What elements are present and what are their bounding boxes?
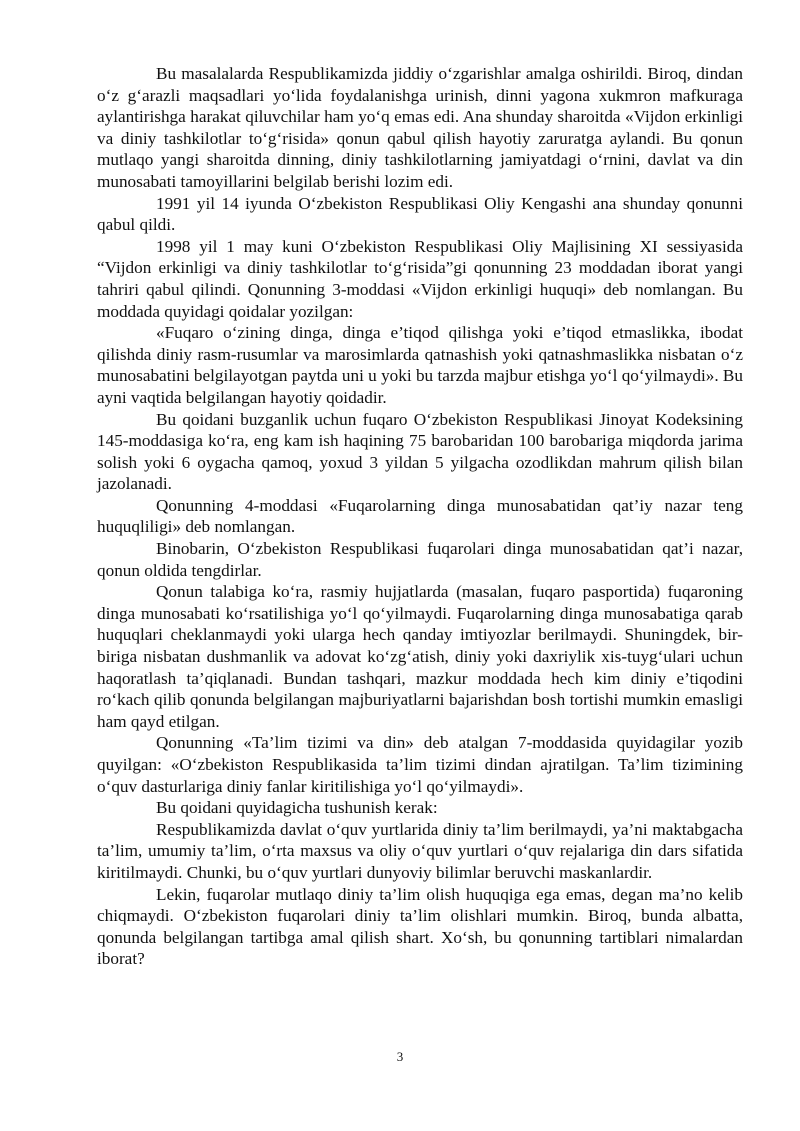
- paragraph-4: «Fuqaro o‘zining dinga, dinga e’tiqod qilishga yoki e’tiqod etmaslikka, ibodat qilishda diniy rasm-rusumlar va marosimlarda qatnashish yoki qatnashmaslikka nisbatan o‘z munosabatini belgilayotgan paytda uni u yoki bu tarzda majbur etishga yo‘l qo‘yilmaydi». Bu ayni vaqtida belgilangan hayotiy qoidadir.: [97, 323, 743, 407]
- paragraph-10: Bu qoidani quyidagicha tushunish kerak:: [156, 798, 438, 818]
- paragraph-8: Qonun talabiga ko‘ra, rasmiy hujjatlarda (masalan, fuqaro pasportida) fuqaroning dinga munosabati ko‘rsatilishiga yo‘l qo‘yilmaydi. Fuqarolarning dinga munosabatiga qarab huquqlari cheklanmaydi yoki ularga hech qanday imtiyozlar berilmaydi. Shuningdek, bir-biriga nisbatan dushmanlik va adovat ko‘zg‘atish, diniy yoki daxriylik xis-tuyg‘ulari uchun haqoratlash ta’qiqlanadi. Bundan tashqari, mazkur moddada hech kim diniy e’tiqodini ro‘kach qilib qonunda belgilangan majburiyatlarni bajarishdan bosh tortishi mumkin emasligi ham qayd etilgan.: [97, 582, 743, 731]
- paragraph-1: Bu masalalarda Respublikamizda jiddiy o‘zgarishlar amalga oshirildi. Biroq, dindan o‘z g‘arazli maqsadlari yo‘lida foydalanishga urinish, dinni yagona xukmron mafkuraga aylantirishga harakat qiluvchilar ham yo‘q emas edi. Ana shunday sharoitda «Vijdon erkinligi va diniy tashkilotlar to‘g‘risida» qonun qabul qilish hayotiy zaruratga aylandi. Bu qonun mutlaqo yangi sharoitda dinning, diniy tashkilotlarning jamiyatdagi o‘rnini, davlat va din munosabati tamoyillarini belgilab berishi lozim edi.: [97, 64, 743, 191]
- document-body: [97, 63, 743, 970]
- paragraph-3: 1998 yil 1 may kuni O‘zbekiston Respublikasi Oliy Majlisining XI sessiyasida “Vijdon erkinligi va diniy tashkilotlar to‘g‘risida”gi qonunning 23 moddadan iborat yangi tahriri qabul qilindi. Qonunning 3-moddasi «Vijdon erkinligi huquqi» deb nomlangan. Bu moddada quyidagi qoidalar yozilgan:: [97, 236, 743, 321]
- paragraph-12: Lekin, fuqarolar mutlaqo diniy ta’lim olish huquqiga ega emas, degan ma’no kelib chiqmaydi. O‘zbekiston fuqarolari diniy ta’lim olishlari mumkin. Biroq, bunda albatta, qonunda belgilangan tartibga amal qilish shart. Xo‘sh, bu qonunning tartiblari nimalardan iborat?: [97, 884, 743, 969]
- paragraph-7: Binobarin, O‘zbekiston Respublikasi fuqarolari dinga munosabatidan qat’i nazar, qonun oldida tengdirlar.: [97, 539, 743, 580]
- page-number: 3: [396, 1049, 404, 1064]
- paragraph-5: Bu qoidani buzganlik uchun fuqaro O‘zbekiston Respublikasi Jinoyat Kodeksining 145-moddasiga ko‘ra, eng kam ish haqining 75 barobaridan 100 barobariga miqdorda jarima solish yoki 6 oygacha qamoq, yoxud 3 yildan 5 yilgacha ozodlikdan mahrum qilish bilan jazolanadi.: [97, 409, 743, 494]
- paragraph-9: Qonunning «Ta’lim tizimi va din» deb atalgan 7-moddasida quyidagilar yozib quyilgan: «O‘zbekiston Respublikasida ta’lim tizimi dindan ajratilgan. Ta’lim tizimining o‘quv dasturlariga diniy fanlar kiritilishiga yo‘l qo‘yilmaydi».: [97, 733, 743, 796]
- paragraph-6: Qonunning 4-moddasi «Fuqarolarning dinga munosabatidan qat’iy nazar teng huquqliligi» deb nomlangan.: [97, 495, 743, 537]
- paragraph-2: 1991 yil 14 iyunda O‘zbekiston Respublikasi Oliy Kengashi ana shunday qonunni qabul qildi.: [97, 193, 743, 235]
- paragraph-11: Respublikamizda davlat o‘quv yurtlarida diniy ta’lim berilmaydi, ya’ni maktabgacha ta’lim, umumiy ta’lim, o‘rta maxsus va oliy o‘quv yurtlari o‘quv rejalariga din dars sifatida kiritilmaydi. Chunki, bu o‘quv yurtlari dunyoviy bilimlar beruvchi maskanlardir.: [97, 819, 743, 882]
